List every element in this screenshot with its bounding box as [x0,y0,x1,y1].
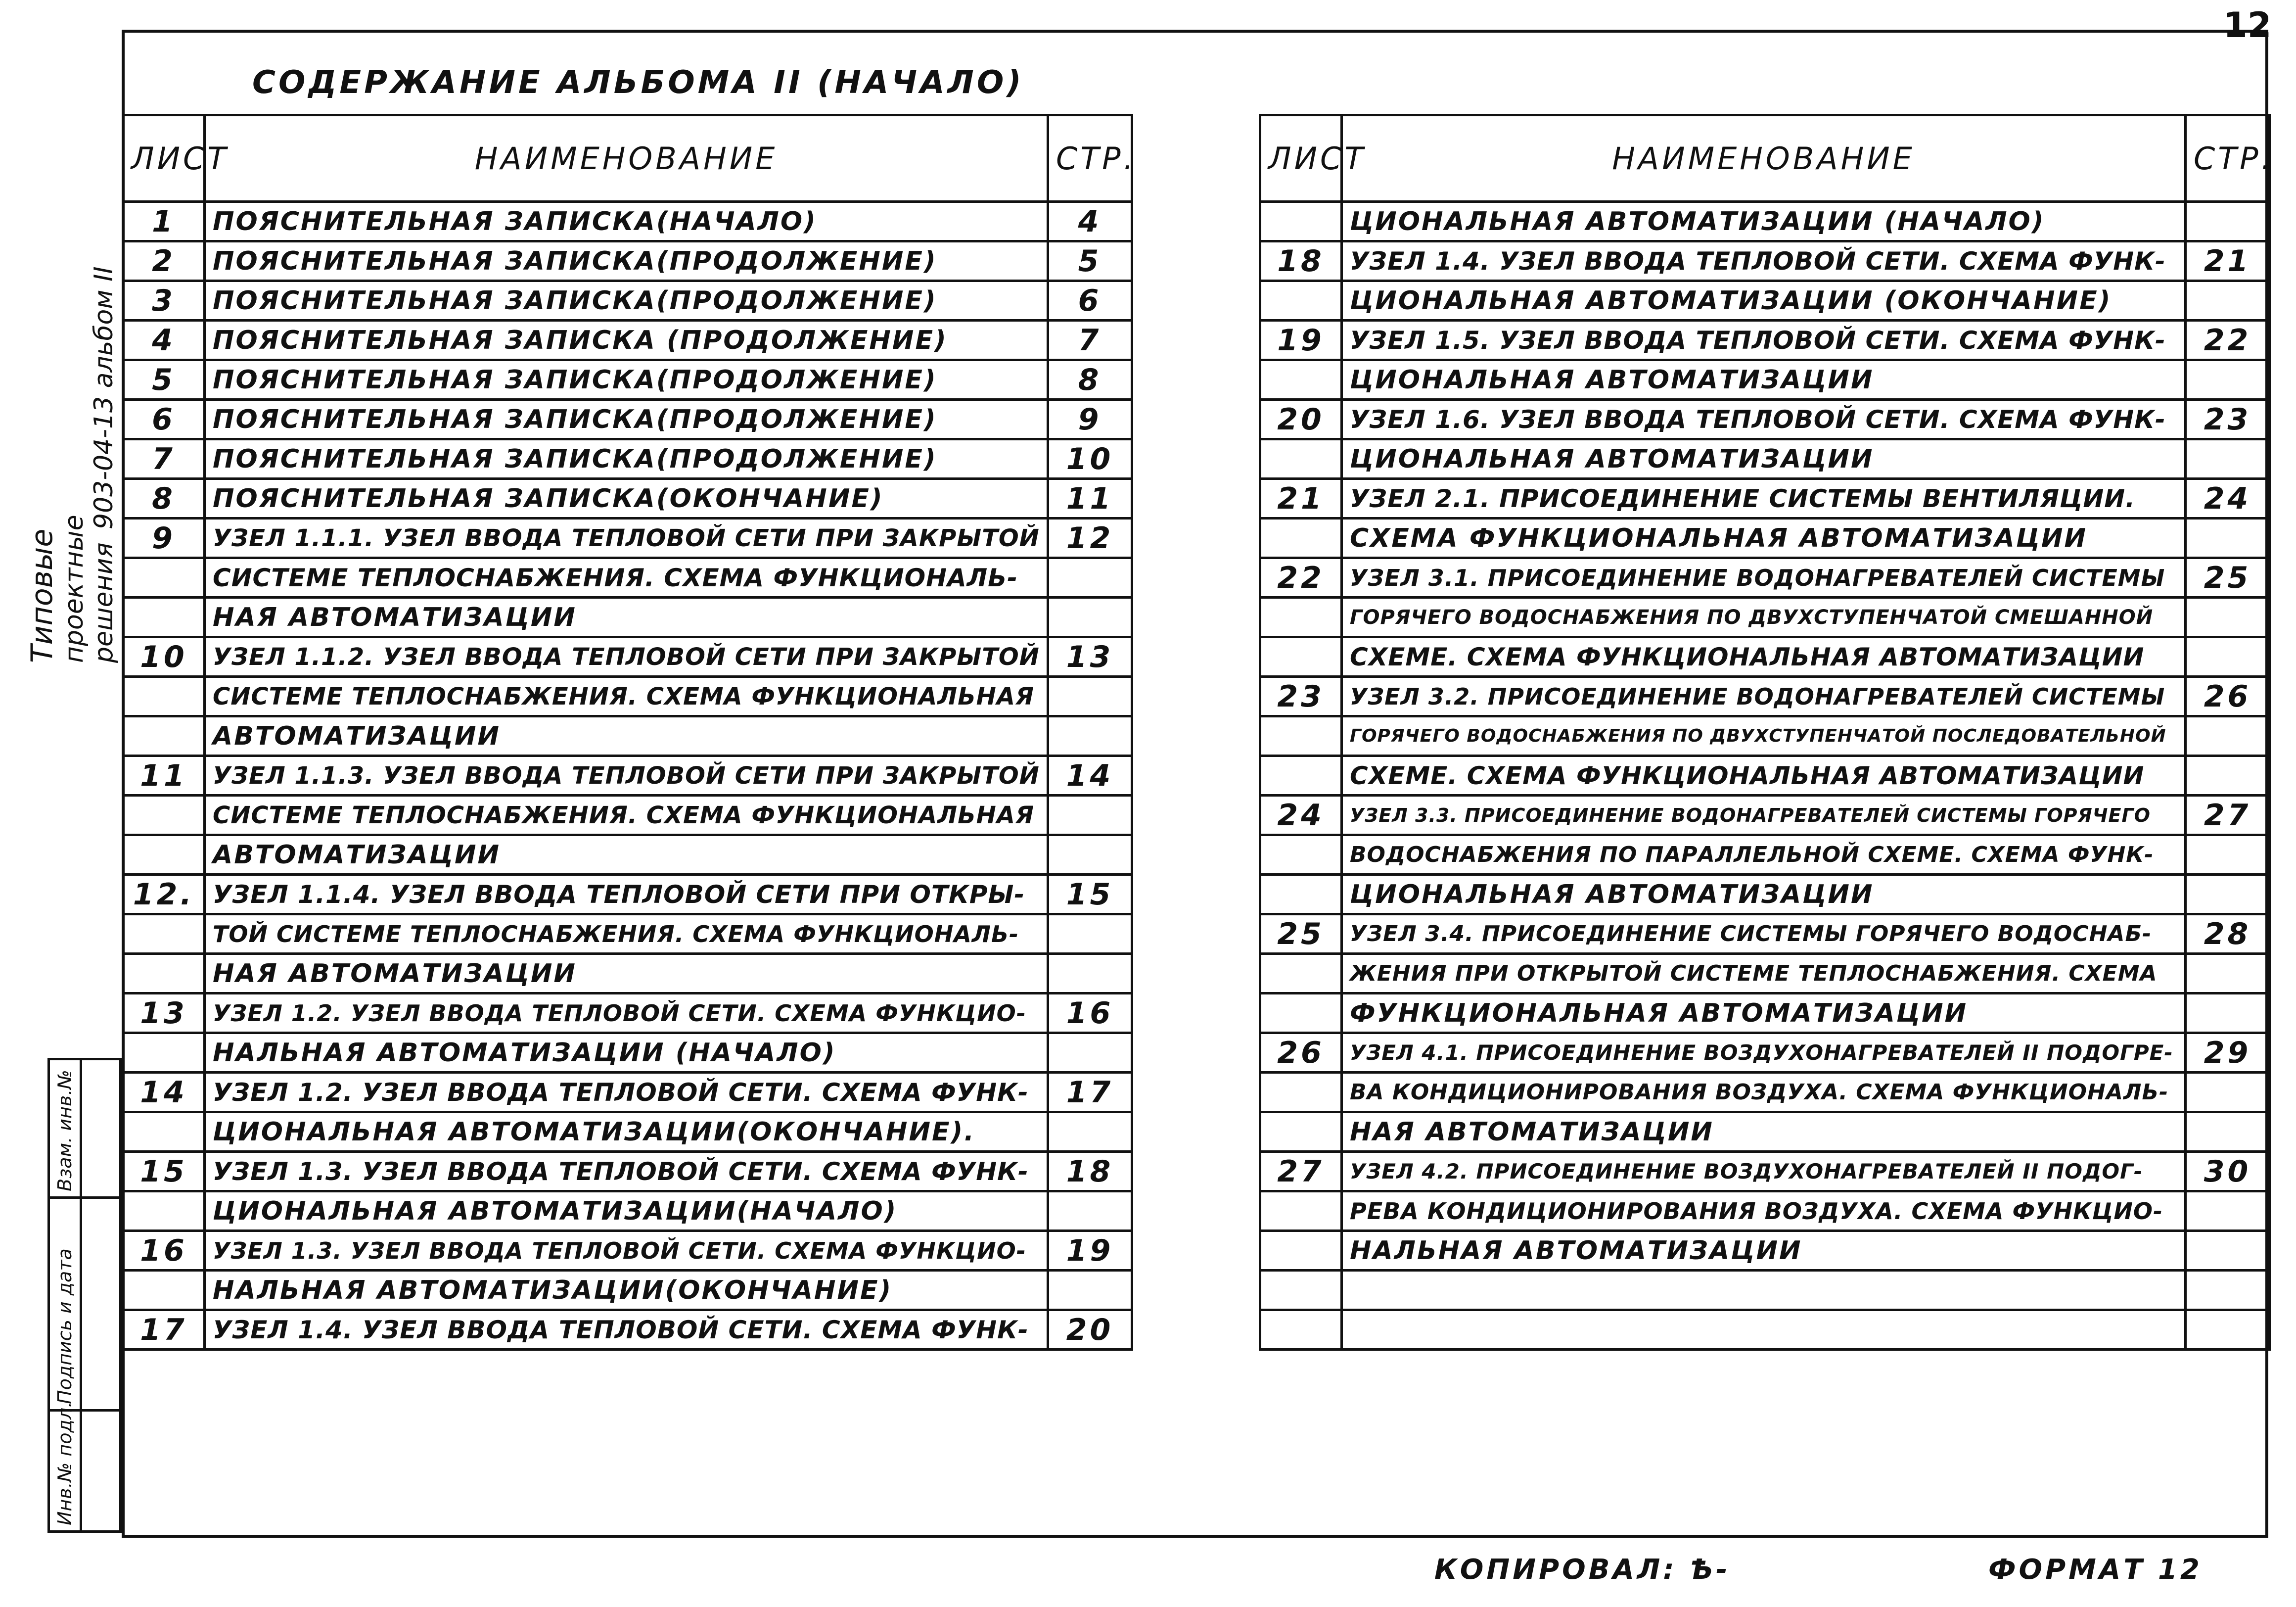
row-page-number [2186,439,2270,479]
table-row [123,321,1132,360]
table-row [1260,360,2270,400]
row-page-number: 12 [1048,519,1132,558]
contents-table-right [1259,114,2274,1351]
table-row [123,479,1132,519]
row-title: УЗЕЛ 1.3. УЗЕЛ ВВОДА ТЕПЛОВОЙ СЕТИ. СХЕМА ФУНК- [205,1152,1048,1191]
row-sheet-number: 3 [123,281,205,321]
row-page-number: 11 [1048,479,1132,519]
row-title: УЗЕЛ 1.1.4. УЗЕЛ ВВОДА ТЕПЛОВОЙ СЕТИ ПРИ ОТКРЫ- [205,875,1048,914]
table-row [1260,796,2270,835]
stamp-cell-original [50,1401,119,1530]
column-header-page: СТР. [1048,115,1132,202]
table-row [1260,914,2270,954]
table-row [1260,716,2270,756]
row-page-number: 20 [1048,1310,1132,1350]
row-page-number [1048,796,1132,835]
table-row [123,1271,1132,1310]
row-sheet-number [1260,1310,1342,1350]
row-title: ПОЯСНИТЕЛЬНАЯ ЗАПИСКА(ПРОДОЛЖЕНИЕ) [205,439,1048,479]
table-row [123,519,1132,558]
row-title [1342,1271,2186,1310]
row-sheet-number: 24 [1260,796,1342,835]
row-page-number [2186,1271,2270,1310]
table-row [123,241,1132,281]
row-page-number [2186,1112,2270,1152]
row-title: НАЯ АВТОМАТИЗАЦИИ [205,954,1048,993]
row-page-number [1048,598,1132,637]
row-sheet-number: 16 [123,1231,205,1271]
row-sheet-number [123,716,205,756]
row-title: ВА КОНДИЦИОНИРОВАНИЯ ВОЗДУХА. СХЕМА ФУНКЦИОНАЛЬ- [1342,1073,2186,1112]
row-title: СИСТЕМЕ ТЕПЛОСНАБЖЕНИЯ. СХЕМА ФУНКЦИОНАЛЬ- [205,558,1048,598]
row-sheet-number: 21 [1260,479,1342,519]
row-sheet-number [123,954,205,993]
row-page-number [1048,1191,1132,1231]
row-page-number: 29 [2186,1033,2270,1073]
row-page-number: 18 [1048,1152,1132,1191]
row-title: ФУНКЦИОНАЛЬНАЯ АВТОМАТИЗАЦИИ [1342,993,2186,1033]
row-sheet-number: 6 [123,400,205,439]
row-title: ЦИОНАЛЬНАЯ АВТОМАТИЗАЦИИ [1342,439,2186,479]
row-page-number [1048,558,1132,598]
row-sheet-number [123,1112,205,1152]
row-sheet-number [123,558,205,598]
row-title: ЦИОНАЛЬНАЯ АВТОМАТИЗАЦИИ [1342,875,2186,914]
row-page-number: 8 [1048,360,1132,400]
table-row [1260,241,2270,281]
row-sheet-number [123,598,205,637]
row-page-number [1048,1271,1132,1310]
footer-format: ФОРМАТ 12 [1988,1554,2203,1586]
row-sheet-number [1260,637,1342,677]
row-title: УЗЕЛ 1.5. УЗЕЛ ВВОДА ТЕПЛОВОЙ СЕТИ. СХЕМА ФУНК- [1342,321,2186,360]
table-row [123,716,1132,756]
row-sheet-number [123,835,205,875]
row-title: ЦИОНАЛЬНАЯ АВТОМАТИЗАЦИИ(НАЧАЛО) [205,1191,1048,1231]
row-title: ГОРЯЧЕГО ВОДОСНАБЖЕНИЯ ПО ДВУХСТУПЕНЧАТОЙ ПОСЛЕДОВАТЕЛЬНОЙ [1342,716,2186,756]
row-page-number: 21 [2186,241,2270,281]
row-title: УЗЕЛ 4.1. ПРИСОЕДИНЕНИЕ ВОЗДУХОНАГРЕВАТЕЛЕЙ II ПОДОГРЕ- [1342,1033,2186,1073]
row-sheet-number: 25 [1260,914,1342,954]
table-row [123,400,1132,439]
row-title: УЗЕЛ 3.2. ПРИСОЕДИНЕНИЕ ВОДОНАГРЕВАТЕЛЕЙ СИСТЕМЫ [1342,677,2186,716]
table-row [123,993,1132,1033]
table-row [1260,1271,2270,1310]
row-sheet-number: 9 [123,519,205,558]
row-page-number: 9 [1048,400,1132,439]
table-row [1260,993,2270,1033]
row-page-number: 17 [1048,1073,1132,1112]
row-title: РЕВА КОНДИЦИОНИРОВАНИЯ ВОЗДУХА. СХЕМА ФУНКЦИО- [1342,1191,2186,1231]
row-title: СИСТЕМЕ ТЕПЛОСНАБЖЕНИЯ. СХЕМА ФУНКЦИОНАЛЬНАЯ [205,677,1048,716]
row-page-number: 25 [2186,558,2270,598]
stamp-cell-signature [50,1199,119,1412]
table-row [1260,1310,2270,1350]
side-label-line1: Типовые [25,528,59,663]
table-row [123,1073,1132,1112]
row-title: НАЛЬНАЯ АВТОМАТИЗАЦИИ [1342,1231,2186,1271]
row-page-number: 26 [2186,677,2270,716]
row-sheet-number [123,914,205,954]
row-sheet-number: 27 [1260,1152,1342,1191]
row-sheet-number [1260,1073,1342,1112]
table-row [123,1310,1132,1350]
column-header-name: НАИМЕНОВАНИЕ [205,115,1048,202]
table-row [123,1231,1132,1271]
table-row [1260,519,2270,558]
row-sheet-number: 5 [123,360,205,400]
row-page-number: 30 [2186,1152,2270,1191]
row-title: УЗЕЛ 1.4. УЗЕЛ ВВОДА ТЕПЛОВОЙ СЕТИ. СХЕМА ФУНК- [1342,241,2186,281]
row-title: ПОЯСНИТЕЛЬНАЯ ЗАПИСКА(ОКОНЧАНИЕ) [205,479,1048,519]
column-header-sheet: ЛИСТ [123,115,205,202]
side-label-code: 903-04-13 альбом II [89,266,119,529]
row-title: УЗЕЛ 3.3. ПРИСОЕДИНЕНИЕ ВОДОНАГРЕВАТЕЛЕЙ СИСТЕМЫ ГОРЯЧЕГО [1342,796,2186,835]
side-label-line2: проектные [59,515,89,663]
row-sheet-number [1260,1191,1342,1231]
row-sheet-number: 20 [1260,400,1342,439]
row-page-number: 14 [1048,756,1132,796]
row-sheet-number [1260,598,1342,637]
row-sheet-number [1260,1231,1342,1271]
row-page-number: 6 [1048,281,1132,321]
table-row [1260,439,2270,479]
stamp-label-replacement: Взам. инв.№ [54,1070,76,1191]
row-sheet-number [1260,835,1342,875]
row-sheet-number: 7 [123,439,205,479]
row-title: ПОЯСНИТЕЛЬНАЯ ЗАПИСКА(ПРОДОЛЖЕНИЕ) [205,241,1048,281]
row-title: УЗЕЛ 4.2. ПРИСОЕДИНЕНИЕ ВОЗДУХОНАГРЕВАТЕЛЕЙ II ПОДОГ- [1342,1152,2186,1191]
row-sheet-number: 26 [1260,1033,1342,1073]
table-row [1260,756,2270,796]
row-title: ЦИОНАЛЬНАЯ АВТОМАТИЗАЦИИ (ОКОНЧАНИЕ) [1342,281,2186,321]
table-row [1260,202,2270,241]
row-title: ЦИОНАЛЬНАЯ АВТОМАТИЗАЦИИ [1342,360,2186,400]
row-title: ВОДОСНАБЖЕНИЯ ПО ПАРАЛЛЕЛЬНОЙ СХЕМЕ. СХЕМА ФУНК- [1342,835,2186,875]
table-row [1260,835,2270,875]
table-row [1260,677,2270,716]
row-sheet-number [1260,875,1342,914]
table-row [123,1191,1132,1231]
table-row [1260,281,2270,321]
row-page-number [2186,1231,2270,1271]
table-row [1260,479,2270,519]
stamp-cell-replacement [50,1060,119,1199]
row-page-number [1048,1033,1132,1073]
row-title: УЗЕЛ 3.1. ПРИСОЕДИНЕНИЕ ВОДОНАГРЕВАТЕЛЕЙ СИСТЕМЫ [1342,558,2186,598]
row-page-number: 7 [1048,321,1132,360]
row-page-number: 19 [1048,1231,1132,1271]
row-page-number: 28 [2186,914,2270,954]
table-row [1260,1073,2270,1112]
row-page-number: 13 [1048,637,1132,677]
row-page-number [1048,835,1132,875]
row-title: ПОЯСНИТЕЛЬНАЯ ЗАПИСКА(ПРОДОЛЖЕНИЕ) [205,400,1048,439]
table-header-row [1260,115,2270,202]
row-page-number [2186,202,2270,241]
row-title: ПОЯСНИТЕЛЬНАЯ ЗАПИСКА(ПРОДОЛЖЕНИЕ) [205,360,1048,400]
row-title: УЗЕЛ 1.2. УЗЕЛ ВВОДА ТЕПЛОВОЙ СЕТИ. СХЕМА ФУНК- [205,1073,1048,1112]
row-title: ГОРЯЧЕГО ВОДОСНАБЖЕНИЯ ПО ДВУХСТУПЕНЧАТОЙ СМЕШАННОЙ [1342,598,2186,637]
row-page-number [1048,1112,1132,1152]
row-page-number [1048,914,1132,954]
table-row [123,1152,1132,1191]
row-sheet-number: 22 [1260,558,1342,598]
row-sheet-number [123,677,205,716]
stamp-label-signature: Подпись и дата [54,1248,76,1404]
contents-body-right [1260,202,2270,1350]
contents-body-left [123,202,1132,1350]
row-title: СХЕМЕ. СХЕМА ФУНКЦИОНАЛЬНАЯ АВТОМАТИЗАЦИИ [1342,756,2186,796]
row-title: ЦИОНАЛЬНАЯ АВТОМАТИЗАЦИИ (НАЧАЛО) [1342,202,2186,241]
table-row [1260,1152,2270,1191]
row-sheet-number: 23 [1260,677,1342,716]
row-title: ПОЯСНИТЕЛЬНАЯ ЗАПИСКА(ПРОДОЛЖЕНИЕ) [205,281,1048,321]
row-title: УЗЕЛ 1.4. УЗЕЛ ВВОДА ТЕПЛОВОЙ СЕТИ. СХЕМА ФУНК- [205,1310,1048,1350]
row-page-number [2186,1073,2270,1112]
row-page-number: 5 [1048,241,1132,281]
row-page-number: 23 [2186,400,2270,439]
row-title: СХЕМА ФУНКЦИОНАЛЬНАЯ АВТОМАТИЗАЦИИ [1342,519,2186,558]
table-row [123,598,1132,637]
table-row [1260,321,2270,360]
row-sheet-number: 11 [123,756,205,796]
row-sheet-number: 18 [1260,241,1342,281]
side-label-line3: решения [89,542,119,663]
row-page-number: 24 [2186,479,2270,519]
row-page-number [2186,598,2270,637]
row-sheet-number: 15 [123,1152,205,1191]
row-sheet-number: 19 [1260,321,1342,360]
row-sheet-number [123,1271,205,1310]
row-sheet-number [1260,756,1342,796]
row-title: УЗЕЛ 1.1.1. УЗЕЛ ВВОДА ТЕПЛОВОЙ СЕТИ ПРИ ЗАКРЫТОЙ [205,519,1048,558]
row-title: ЖЕНИЯ ПРИ ОТКРЫТОЙ СИСТЕМЕ ТЕПЛОСНАБЖЕНИЯ. СХЕМА [1342,954,2186,993]
row-page-number: 4 [1048,202,1132,241]
table-row [123,914,1132,954]
table-row [123,677,1132,716]
row-sheet-number [1260,1112,1342,1152]
row-title: УЗЕЛ 1.2. УЗЕЛ ВВОДА ТЕПЛОВОЙ СЕТИ. СХЕМА ФУНКЦИО- [205,993,1048,1033]
table-row [1260,1231,2270,1271]
row-sheet-number [1260,202,1342,241]
approval-stamp [47,1058,122,1533]
table-row [123,796,1132,835]
row-sheet-number [1260,993,1342,1033]
table-row [123,360,1132,400]
row-title: НАЯ АВТОМАТИЗАЦИИ [205,598,1048,637]
table-row [123,281,1132,321]
row-sheet-number [123,796,205,835]
table-row [1260,1112,2270,1152]
row-page-number: 22 [2186,321,2270,360]
column-header-page: СТР. [2186,115,2270,202]
row-title: УЗЕЛ 1.6. УЗЕЛ ВВОДА ТЕПЛОВОЙ СЕТИ. СХЕМА ФУНК- [1342,400,2186,439]
row-page-number [2186,993,2270,1033]
row-title: ПОЯСНИТЕЛЬНАЯ ЗАПИСКА (ПРОДОЛЖЕНИЕ) [205,321,1048,360]
row-sheet-number [1260,360,1342,400]
row-sheet-number: 14 [123,1073,205,1112]
row-page-number [2186,519,2270,558]
row-title: УЗЕЛ 1.1.3. УЗЕЛ ВВОДА ТЕПЛОВОЙ СЕТИ ПРИ ЗАКРЫТОЙ [205,756,1048,796]
contents-table-left [122,114,1137,1351]
row-title: АВТОМАТИЗАЦИИ [205,716,1048,756]
table-row [123,637,1132,677]
row-page-number [2186,875,2270,914]
row-title: НАЛЬНАЯ АВТОМАТИЗАЦИИ(ОКОНЧАНИЕ) [205,1271,1048,1310]
row-page-number [2186,835,2270,875]
row-title: АВТОМАТИЗАЦИИ [205,835,1048,875]
row-title: ТОЙ СИСТЕМЕ ТЕПЛОСНАБЖЕНИЯ. СХЕМА ФУНКЦИОНАЛЬ- [205,914,1048,954]
row-page-number [2186,1191,2270,1231]
row-title: УЗЕЛ 1.3. УЗЕЛ ВВОДА ТЕПЛОВОЙ СЕТИ. СХЕМА ФУНКЦИО- [205,1231,1048,1271]
table-row [123,954,1132,993]
row-page-number [2186,716,2270,756]
row-sheet-number: 8 [123,479,205,519]
table-row [1260,1191,2270,1231]
row-sheet-number [1260,439,1342,479]
row-title: СИСТЕМЕ ТЕПЛОСНАБЖЕНИЯ. СХЕМА ФУНКЦИОНАЛЬНАЯ [205,796,1048,835]
row-page-number [1048,954,1132,993]
row-sheet-number [1260,954,1342,993]
table-row [123,875,1132,914]
row-page-number [2186,1310,2270,1350]
row-sheet-number [1260,519,1342,558]
row-title: НАЛЬНАЯ АВТОМАТИЗАЦИИ (НАЧАЛО) [205,1033,1048,1073]
row-sheet-number: 4 [123,321,205,360]
table-row [1260,637,2270,677]
table-row [1260,598,2270,637]
row-sheet-number [1260,1271,1342,1310]
table-row [123,1033,1132,1073]
row-sheet-number: 13 [123,993,205,1033]
row-title: ЦИОНАЛЬНАЯ АВТОМАТИЗАЦИИ(ОКОНЧАНИЕ). [205,1112,1048,1152]
row-sheet-number [1260,281,1342,321]
stamp-label-original: Инв.№ подл. [54,1401,76,1525]
table-row [1260,400,2270,439]
table-row [123,756,1132,796]
table-row [123,558,1132,598]
row-page-number [1048,677,1132,716]
row-page-number [2186,637,2270,677]
row-page-number: 10 [1048,439,1132,479]
row-title: УЗЕЛ 3.4. ПРИСОЕДИНЕНИЕ СИСТЕМЫ ГОРЯЧЕГО ВОДОСНАБ- [1342,914,2186,954]
row-sheet-number: 12. [123,875,205,914]
column-header-sheet: ЛИСТ [1260,115,1342,202]
row-sheet-number [1260,716,1342,756]
table-row [123,835,1132,875]
row-title: УЗЕЛ 2.1. ПРИСОЕДИНЕНИЕ СИСТЕМЫ ВЕНТИЛЯЦИИ. [1342,479,2186,519]
page-title: СОДЕРЖАНИЕ АЛЬБОМА II (НАЧАЛО) [252,64,1024,101]
row-page-number [2186,954,2270,993]
row-page-number [1048,716,1132,756]
row-page-number [2186,281,2270,321]
row-page-number [2186,756,2270,796]
row-page-number: 27 [2186,796,2270,835]
column-header-name: НАИМЕНОВАНИЕ [1342,115,2186,202]
sheet-number: 12 [2223,5,2272,46]
row-page-number [2186,360,2270,400]
footer-copied-by: КОПИРОВАЛ: Ѣ- [1434,1554,1731,1586]
row-sheet-number [123,1033,205,1073]
row-sheet-number: 2 [123,241,205,281]
row-title: СХЕМЕ. СХЕМА ФУНКЦИОНАЛЬНАЯ АВТОМАТИЗАЦИИ [1342,637,2186,677]
side-label [20,124,119,668]
row-sheet-number: 10 [123,637,205,677]
table-row [1260,954,2270,993]
row-page-number: 16 [1048,993,1132,1033]
table-row [1260,875,2270,914]
row-sheet-number [123,1191,205,1231]
row-title: ПОЯСНИТЕЛЬНАЯ ЗАПИСКА(НАЧАЛО) [205,202,1048,241]
row-title: УЗЕЛ 1.1.2. УЗЕЛ ВВОДА ТЕПЛОВОЙ СЕТИ ПРИ ЗАКРЫТОЙ [205,637,1048,677]
table-header-row [123,115,1132,202]
row-sheet-number: 17 [123,1310,205,1350]
row-sheet-number: 1 [123,202,205,241]
table-row [123,202,1132,241]
table-row [123,439,1132,479]
row-title [1342,1310,2186,1350]
table-row [1260,558,2270,598]
table-row [1260,1033,2270,1073]
row-title: НАЯ АВТОМАТИЗАЦИИ [1342,1112,2186,1152]
table-row [123,1112,1132,1152]
row-page-number: 15 [1048,875,1132,914]
